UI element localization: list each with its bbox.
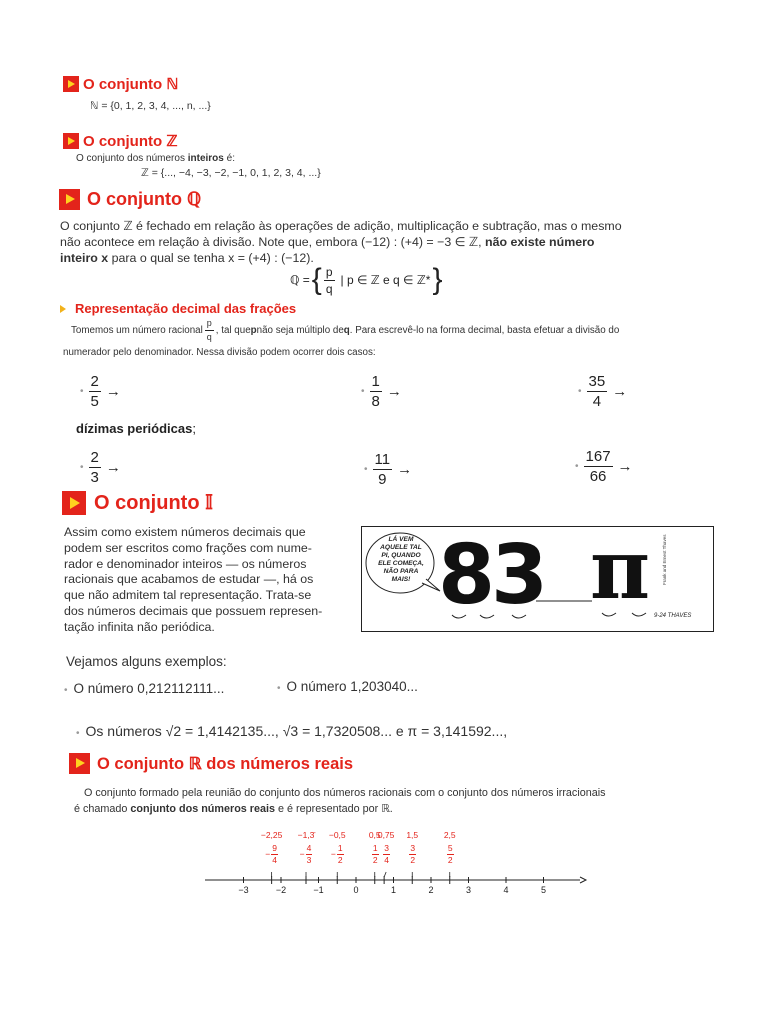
decimal-label: 2,5 <box>443 830 456 840</box>
integers-intro-bold: inteiros <box>187 153 224 164</box>
heading-naturals-text: O conjunto ℕ <box>83 76 179 93</box>
bullet: • <box>578 386 582 397</box>
play-icon <box>69 753 90 774</box>
rationals-line2-bold: não existe número <box>485 235 595 249</box>
arrow-icon: → <box>397 461 413 478</box>
bullet: • <box>361 386 365 397</box>
example-text: O número 0,212112111... <box>73 681 225 696</box>
rationals-line3-text: para o qual se tenha x = (+4) : (−12). <box>108 251 314 265</box>
rationals-line1: O conjunto ℤ é fechado em relação às operações de adição, multiplicação e subtração, mas o mesmo <box>60 219 622 233</box>
examples-intro: Vejamos alguns exemplos: <box>66 654 227 669</box>
point-connector <box>384 872 386 877</box>
fraction-label <box>396 844 428 864</box>
cartoon-pi: π <box>590 522 651 618</box>
bullet: • <box>277 683 281 694</box>
integers-definition: ℤ = {..., −4, −3, −2, −1, 0, 1, 2, 3, 4, ...} <box>141 167 321 179</box>
decimal-line2: numerador pelo denominador. Nessa divisão podem ocorrer dois casos: <box>63 347 376 358</box>
rationals-paragraph <box>60 218 680 266</box>
periodic-suffix: ; <box>192 421 196 436</box>
decimal-line1 <box>71 319 619 342</box>
paragraph-line: que não admitem tal representação. Trata-se <box>64 588 312 603</box>
speech-line: MAIS! <box>391 576 411 583</box>
fraction-num: 4 <box>306 843 312 853</box>
arrow-icon: → <box>617 458 633 475</box>
fraction-den: 3 <box>306 854 312 865</box>
fraction <box>306 844 313 864</box>
heading-integers-text: O conjunto ℤ <box>83 133 178 150</box>
decimal-label: 1,5 <box>406 830 419 840</box>
tick-label: 3 <box>465 885 471 895</box>
bullet: • <box>364 464 368 475</box>
speech-line: ELE COMEÇA, <box>378 560 424 567</box>
set-rest: | p ∈ ℤ e q ∈ ℤ* <box>340 273 431 287</box>
example-row1-item <box>80 374 121 409</box>
speech-line: LÁ VEM <box>388 536 414 543</box>
fraction <box>587 374 608 409</box>
fraction-den: 2 <box>447 854 453 865</box>
fraction-num: 11 <box>374 451 391 468</box>
irrationals-paragraph <box>64 525 374 636</box>
naturals-definition: ℕ = {0, 1, 2, 3, 4, ..., n, ...} <box>90 100 211 112</box>
reals-line2 <box>74 801 606 817</box>
heading-rationals-text: O conjunto ℚ <box>87 189 202 209</box>
heading-reals <box>69 753 353 774</box>
fraction <box>370 374 382 409</box>
heading-integers <box>63 132 178 150</box>
set-num: p <box>325 264 333 279</box>
periodic-label-text: dízimas periódicas <box>76 421 193 436</box>
heading-decimal-text: Representação decimal das frações <box>75 301 297 316</box>
fraction <box>271 844 278 864</box>
fraction-den: 2 <box>337 854 343 865</box>
arrow-icon: → <box>105 383 121 400</box>
fraction-den: 8 <box>371 393 380 410</box>
fraction-num: 1 <box>371 373 380 390</box>
axis-arrow <box>580 877 586 883</box>
brace-close: } <box>432 263 443 296</box>
tick-label: 0 <box>353 885 359 895</box>
decimal-line1-c: não seja múltiplo de <box>256 324 344 336</box>
example-row1-item <box>578 374 627 409</box>
cartoon-credit: Frank and Ernest Thaves <box>662 534 667 585</box>
fraction <box>409 844 416 864</box>
pq-den: q <box>206 332 212 342</box>
decimal-label: −1,3̄ <box>297 830 315 840</box>
example-item <box>64 681 224 696</box>
bullet: • <box>76 728 80 739</box>
reals-paragraph <box>74 785 606 817</box>
paragraph-line: tação infinita não periódica. <box>64 619 215 634</box>
fraction-label <box>321 844 353 864</box>
decimal-line1-d: . Para escrevê-lo na forma decimal, basta efetuar a divisão do <box>349 324 620 336</box>
cartoon-signature: 9-24 THAVES <box>654 613 692 619</box>
integers-intro-text: O conjunto dos números <box>76 153 188 164</box>
example-row1-item <box>361 374 402 409</box>
fraction <box>447 844 454 864</box>
fraction-label <box>290 844 322 864</box>
decimal-line1-b: , tal que <box>215 324 251 336</box>
fraction-num: 1 <box>337 843 343 853</box>
fraction-num: 2 <box>90 373 99 390</box>
fraction <box>89 450 101 485</box>
set-den: q <box>325 281 333 296</box>
fraction-num: 2 <box>90 449 99 466</box>
tick-label: −3 <box>238 885 249 895</box>
fraction <box>383 844 390 864</box>
example-item <box>76 723 507 739</box>
arrow-icon: → <box>612 383 628 400</box>
periodic-label <box>76 421 196 436</box>
play-icon <box>63 76 79 92</box>
decimal-label: −0,5 <box>328 830 346 840</box>
brace-open: { <box>311 263 322 296</box>
fraction-den: 2 <box>410 854 416 865</box>
fraction-den: 4 <box>592 393 602 410</box>
fraction <box>373 452 393 487</box>
pq-num: p <box>205 319 214 331</box>
tick-label: −1 <box>313 885 324 895</box>
bullet: • <box>80 462 84 473</box>
example-row2-item <box>575 449 633 484</box>
fraction-den: 66 <box>589 468 607 485</box>
fraction-den: 2 <box>372 854 378 865</box>
decimal-label: 0,75 <box>377 830 395 840</box>
decimal-label: −2,25 <box>260 830 283 840</box>
heading-irrationals <box>62 490 213 515</box>
heading-irrationals-text: O conjunto 𝕀 <box>94 492 213 514</box>
example-text: Os números √2 = 1,4142135..., √3 = 1,7320508... e π = 3,141592..., <box>85 723 508 739</box>
paragraph-line: racionais que acabamos de estudar —, há os <box>64 572 314 587</box>
fraction <box>89 374 101 409</box>
rationals-line2 <box>60 234 680 250</box>
fraction-num: 35 <box>588 373 606 390</box>
example-text: O número 1,203040... <box>286 679 418 694</box>
example-item <box>277 679 418 694</box>
example-row2-item <box>80 450 121 485</box>
rationals-set-definition <box>290 265 442 295</box>
fraction-num: 3 <box>384 843 389 853</box>
decimal-line1-q: q <box>343 324 350 336</box>
paragraph-line: rador e denominador inteiros — os números <box>64 556 307 571</box>
play-icon <box>62 491 86 515</box>
speech-text <box>370 536 432 584</box>
fraction-num: 3 <box>410 843 416 853</box>
fraction-label <box>256 844 288 864</box>
tick-label: 2 <box>428 885 434 895</box>
fraction-num: 9 <box>272 843 277 853</box>
speech-line: PI, QUANDO <box>381 552 421 559</box>
fraction <box>337 844 344 864</box>
tick-label: 5 <box>540 885 546 895</box>
decimal-label: 0,5 <box>368 830 381 840</box>
bullet: • <box>80 386 84 397</box>
number-line <box>200 828 590 898</box>
rationals-line2-text: não acontece em relação à divisão. Note que, embora (−12) : (+4) = −3 ∈ ℤ, <box>60 235 486 249</box>
fraction-label <box>434 844 466 864</box>
paragraph-line: Assim como existem números decimais que <box>64 525 306 539</box>
play-icon <box>59 189 80 210</box>
set-fraction <box>324 266 335 295</box>
reals-line2-bold: conjunto dos números reais <box>130 803 276 815</box>
set-lhs: ℚ = <box>290 273 310 287</box>
speech-line: NÃO PARA <box>383 568 419 575</box>
decimal-line1-a: Tomemos um número racional <box>71 324 203 336</box>
example-row2-item <box>364 452 412 487</box>
paragraph-line: podem ser escritos como frações com nume- <box>64 540 312 555</box>
arrow-icon: → <box>105 459 121 476</box>
fraction-num: 167 <box>585 448 611 465</box>
fraction-den: 9 <box>378 471 387 488</box>
play-icon <box>63 133 79 149</box>
cartoon-strip <box>361 522 714 632</box>
integers-intro-end: é: <box>223 153 235 164</box>
rationals-line3 <box>60 250 680 266</box>
heading-naturals <box>63 75 178 93</box>
decimal-line1-p: p <box>250 324 257 336</box>
fraction-num: 5 <box>447 843 453 853</box>
arrow-icon: → <box>386 383 402 400</box>
fraction-sign: − <box>265 849 271 859</box>
fraction-den: 4 <box>384 854 389 865</box>
bullet: • <box>575 461 579 472</box>
small-arrow-icon <box>60 305 66 313</box>
fraction-den: 3 <box>90 469 99 486</box>
heading-decimal <box>60 301 296 316</box>
heading-reals-text: O conjunto ℝ dos números reais <box>97 754 354 773</box>
reals-line2-b: e é representado por ℝ. <box>275 803 393 815</box>
fraction-num: 1 <box>372 843 378 853</box>
fraction-sign: − <box>299 849 305 859</box>
pq-fraction <box>205 319 214 342</box>
reals-line1: O conjunto formado pela reunião do conjunto dos números racionais com o conjunto dos números irracionais <box>84 787 606 799</box>
speech-line: AQUELE TAL <box>380 544 422 551</box>
tick-label: 4 <box>503 885 509 895</box>
tick-label: 1 <box>390 885 396 895</box>
fraction-sign: − <box>330 849 336 859</box>
bullet: • <box>64 685 68 696</box>
fraction-den: 5 <box>90 393 99 410</box>
reals-line2-a: é chamado <box>74 803 131 815</box>
cartoon-83: 83 <box>438 528 545 623</box>
fraction-den: 4 <box>272 854 277 865</box>
fraction <box>584 449 613 484</box>
tick-label: −2 <box>275 885 287 895</box>
rationals-line3-bold: inteiro x <box>60 251 109 265</box>
paragraph-line: dos números decimais que possuem represen- <box>64 603 323 618</box>
heading-rationals <box>59 189 201 210</box>
